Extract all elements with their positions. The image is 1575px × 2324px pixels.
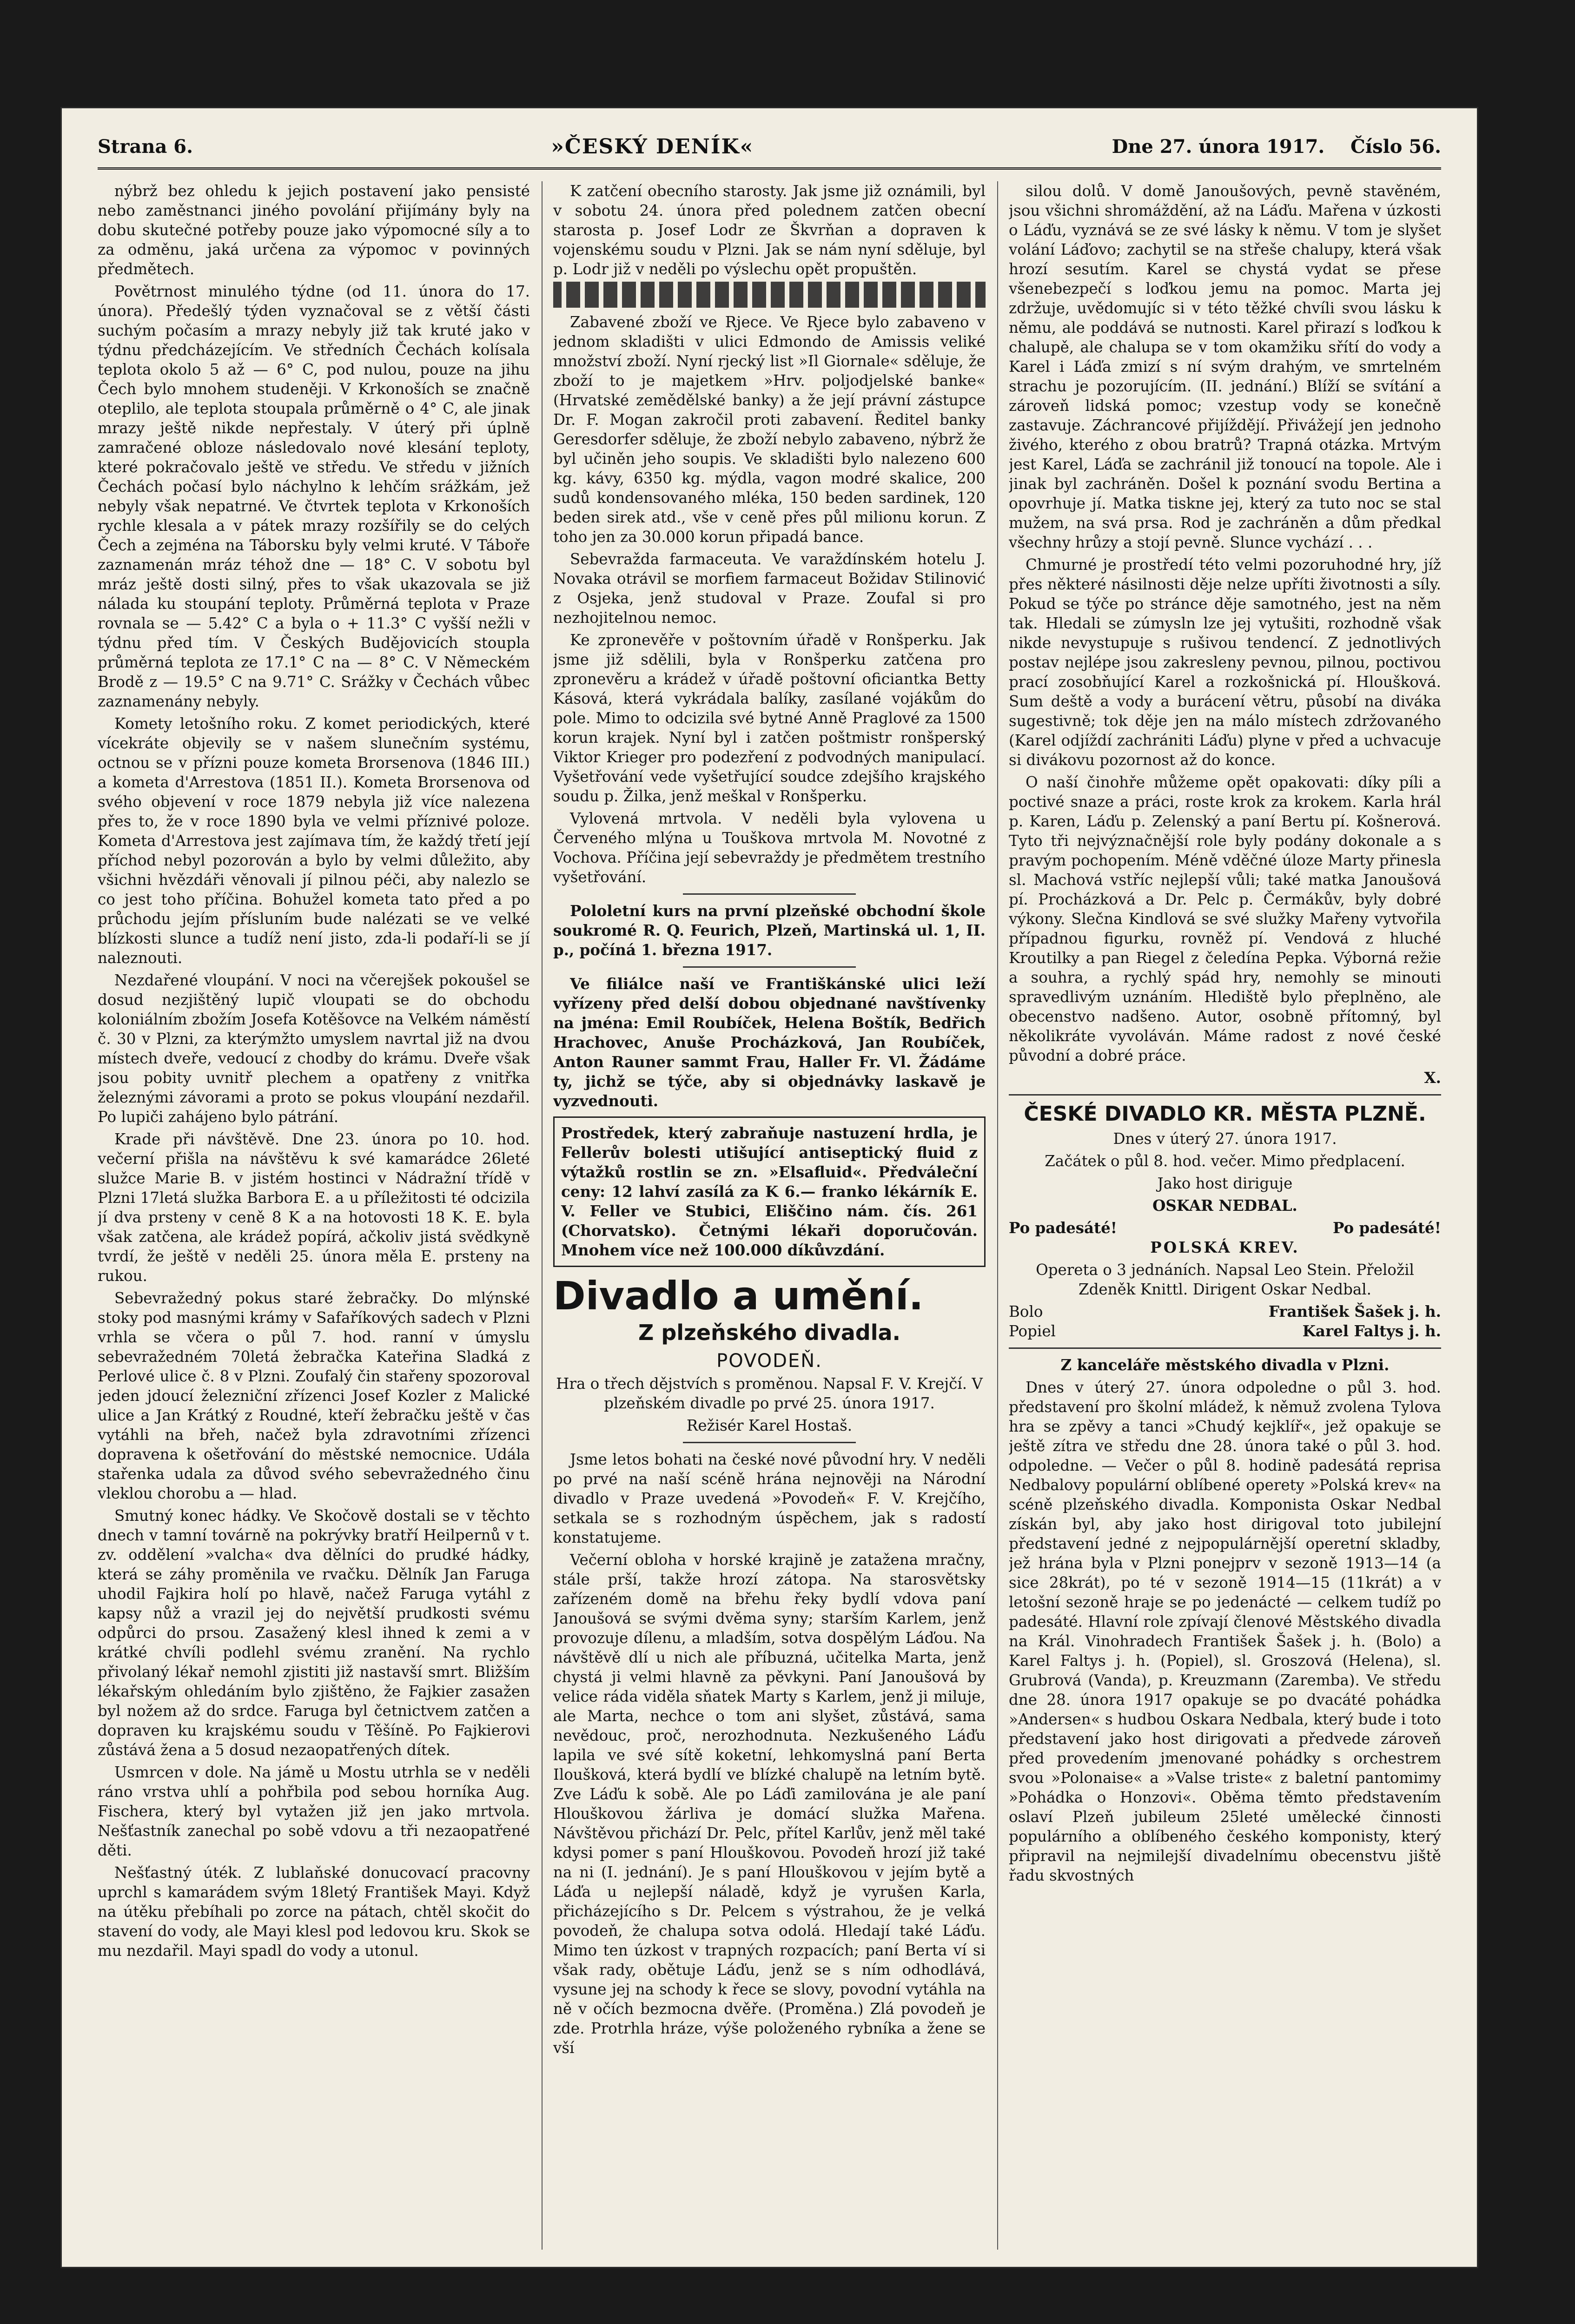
section-title: Divadlo a umění. (553, 1273, 924, 1319)
review-paragraph: Jsme letos bohati na české nové původní hry. V neděli po prvé na naší scéně hrána nejnověji na Národní divadlo v Praze uvedená »Povodeň« F. V. Krejčího, setkala se s rozhodným úspěchem, jak s radostí konstatujeme. (553, 1451, 986, 1546)
cast-role: Popiel (1009, 1322, 1056, 1340)
column-rule (997, 181, 998, 2250)
divider (683, 893, 856, 895)
cast-role: Bolo (1009, 1303, 1043, 1320)
article: Nešťastný úték. Z lublaňské donucovací pracovny uprchl s kamarádem svým 18letý František Mayi. Když na útěku přebíhali po zorce na pátach, chtěl skočit do stavení do vody, ale Mayi klesl pod ledovou kru. Skok se mu nezdařil. Mayi spadl do vody a utonul. (98, 1864, 530, 1960)
jubilee-right: Po padesáté! (1332, 1219, 1441, 1237)
review-paragraph: Chmurné je prostředí této velmi pozoruhodné hry, jíž přes některé násilnosti děje nelze upříti životnosti a síly. Pokud se týče po stránce děje samotného, jest na něm tak. Hledali se zúmysln lze jej vytušiti, rozhodně však nikde nevystupuje s rušivou tendencí. Z jednotlivých postav nejlépe jsou zakresleny pevnou, pilnou, poctivou prací zosobňující Karel a rozkošnická pí. Hloušková. Sum deště a vody a burácení větru, působí na diváka sugestivně; tok děje jen na málo místech zdržovaného (Karel odjíždí zachrániti Láďu) plyne v před a uchvacuje si divákovu pozornost až do konce. (1009, 556, 1441, 769)
jubilee-left: Po padesáté! (1009, 1219, 1118, 1237)
cast-actor: František Šašek j. h. (1268, 1302, 1441, 1320)
divider (683, 1442, 856, 1443)
newspaper-title: »ČESKÝ DENÍK« (551, 134, 754, 158)
jubilee-row (1009, 1218, 1441, 1238)
play-director: Režisér Karel Hostaš. (686, 1417, 853, 1434)
theater-conductor: OSKAR NEDBAL. (1152, 1196, 1297, 1215)
operetta-description: Opereta o 3 jednáních. Napsal Leo Stein. Přeložil Zdeněk Knittl. Dirigent Oskar Nedbal. (1036, 1261, 1414, 1298)
newspaper-page (60, 107, 1478, 2268)
page-number: Strana 6. (98, 135, 193, 158)
column-1 (98, 181, 530, 2250)
theater-heading: ČESKÉ DIVADLO KR. MĚSTA PLZNĚ. (1024, 1102, 1426, 1126)
review-paragraph: Večerní obloha v horské krajině je zatažena mračny, stále prší, takže hrozí zátopa. Na starosvětsky zařízeném domě na břehu řeky bydlí vdova paní Janoušová se svými dvěma syny; starším Karlem, jenž provozuje dílenu, a mladším, sotva dospělým Láďou. Na návštěvě dlí u nich ale příbuzná, učitelka Marta, jenž chystá ji velmi hlavně za pěvkyni. Paní Janoušová by velice ráda viděla sňatek Marty s Karlem, jenž ji miluje, ale Marta, nechce o tom ani slyšet, zůstává, sama nevědouc, proč, nerozhodnuta. Nezkušeného Láďu lapila ve své sítě koketní, lehkomyslná paní Berta Iloušková, která bydlí ve blízké chalupě na letním bytě. Zve Láďu k sobě. Ale po Láďi zamilována je ale paní Hlouškovou žárliva je domácí služka Mařena. Návštěvou přichází Dr. Pelc, přítel Karlův, jenž měl také kdysi pomer s paní Hlouškovou. Povodeň hrozí již také na ni (I. jednání). Je s paní Hlouškovou v jejím bytě a Láďa u nejlepší náladě, když je vyrušen Karla, přicházejícího s Dr. Pelcem s výstrahou, že je velká povodeň, že chalupa sotva odolá. Hledají také Láďu. Mimo ten úzkost v trapných rozpacích; paní Berta ví si však rady, obětuje Láďu, jenž se s ním odhodlává, vysune jej na schody k řece se slovy, povodní vytáhla na ně v očích bezmocna dvěře. (Proměna.) Zlá povodeň je zde. Protrhla hráze, výše položeného rybníka a žene se vší (553, 1551, 986, 2057)
article: Sebevražda farmaceuta. Ve varaždínském hotelu J. Novaka otrávil se morfiem farmaceut Božidav Stilinović z Osjeka, jenž studoval v Praze. Zoufal si pro nezhojitelnou nemoc. (553, 550, 986, 627)
section-subtitle: Z plzeňského divadla. (638, 1320, 901, 1345)
article: Smutný konec hádky. Ve Skočově dostali se v těchto dnech v tamní továrně na pokrývky bratří Heilpernů v t. zv. oddělení »valcha« dva dělníci do prudké hádky, která se záhy proměnila ve rvačku. Dělník Jan Faruga uhodil Fajkira holí po hlavě, načež Faruga vytáhl z kapsy nůž a vrazil jej do největší prudkosti svému odpůrci do prsou. Zasažený klesl ihned k zemi a v krátké chvíli podlehl svému zranění. Na rychlo přivolaný lékař nemohl zjistiti již nastavší smrt. Bližším lékařským ohledáním bylo zjištěno, že Fajkier zasažen byl nožem až do srdce. Faruga byl četnictvem zatčen a dopraven ku krajskému soudu v Těšíně. Po Fajkierovi zůstává žena a 5 dosud nezaopatřených dítek. (98, 1507, 530, 1759)
article: Zabavené zboží ve Rjece. Ve Rjece bylo zabaveno v jednom skladišti v ulici Edmondo de Amissis veliké množství zboží. Nyní rjecký list »Il Giornale« sděluje, že zboží to je majetkem »Hrv. poljodjelské banke« (Hrvatské zemědělské banky) a že její právní zástupce Dr. F. Mogan zakročil proti zabavení. Ředitel banky Geresdorfer sděluje, že zboží nebylo zabaveno, nýbrž že byl učiněn jeho soupis. Ve skladišti bylo nalezeno 600 kg. kávy, 6350 kg. mýdla, vagon modré skalice, 200 sudů kondensovaného mléka, 150 beden sardinek, 120 beden sirek atd., vše v ceně přes půl milionu korun. Z toho jen za 30.000 korun připadá bance. (553, 313, 986, 546)
article: nýbrž bez ohledu k jejich postavení jako pensisté nebo zaměstnanci jiného povolání přijímány byly na dobu skutečné potřeby pouze jako výpomocné síly a to za odměnu, jaká určena za výpomoc v povinných předmětech. (98, 182, 530, 278)
cast-row (1009, 1302, 1441, 1321)
article: Povětrnost minulého týdne (od 11. února do 17. února). Předešlý týden vyznačoval se z větší části suchým počasím a mrazy nebyly již tak kruté jako v týdnu předcházejícím. Ve středních Čechách kolísala teplota okolo 5 až — 6° C, pod nulou, pouze na jihu Čech bylo mnohem studeněji. V Krkonoších se značně oteplilo, ale teplota stoupala průměrně o 4° C, ale jinak mrazy ještě nikde nepřestaly. V úterý při úplně zamračené obloze následovalo nové klesání teploty, které pokračovalo ještě ve středu. Ve středu v jižních Čechách počasí bylo náchylno k lehčím srážkám, jež nebyly však nepatrné. Ve čtvrtek teplota v Krkonoších rychle klesala a v pátek mrazy rozšířily se do celých Čech a zejména na Táborsku byly velmi kruté. V Táboře zaznamenán mráz téhož dne — 18° C. V sobotu byl mráz ještě dosti silný, přes to však ukazovala se již nálada ku stoupání teploty. Průměrná teplota v Praze rovnala se — 5.42° C a byla o + 11.3° C vyšší nežli v týdnu před tím. V Českých Budějovicích stoupla průměrná teplota ze 17.1° C na — 8° C. V Německém Brodě z — 19.5° C na 9.71° C. Srážky v Čechách vůbec zaznamenány nebyly. (98, 283, 530, 710)
issue-date: Dne 27. února 1917. (1112, 135, 1325, 158)
theater-start: Začátek o půl 8. hod. večer. Mimo předplacení. (1045, 1152, 1405, 1170)
cast-row (1009, 1321, 1441, 1341)
operetta-title: POLSKÁ KREV. (1150, 1238, 1300, 1256)
column-rule (542, 181, 543, 2250)
article: K zatčení obecního starosty. Jak jsme již oznámili, byl v sobotu 24. února před polednem zatčen obecní starosta p. Josef Lodr ze Škvrňan a dopraven k vojenskému soudu v Plzni. Jak se nám nyní sděluje, byl p. Lodr již v neděli po výslechu opět propuštěn. (553, 182, 986, 278)
office-notice: Dnes v úterý 27. února odpoledne o půl 3. hod. představení pro školní mládež, k němuž zvolena Tylova hra se zpěvy a tanci »Chudý kejklíř«, jež opakuje se ještě zítra ve středu dne 28. února také o půl 3. hod. odpoledne. — Večer o půl 8. hodině padesátá reprisa Nedbalovy populární oblíbené operety »Polská krev« na scéně plzeňského divadla. Komponista Oskar Nedbal získán byl, aby jako host dirigoval toto jubilejní představení jedné z nejpopulárnější operetní skladby, jež hrána byla v Plzni ponejprv v sezoně 1913—14 (a sice 28krát), po té v sezoně 1914—15 (11krát) a v letošní sezoně hraje se po jedenácté — celkem tudíž po padesáté. Hlavní role zpívají členové Městského divadla na Král. Vinohradech František Šašek j. h. (Bolo) a Karel Faltys j. h. (Popiel), sl. Groszová (Helena), sl. Grubrová (Vanda), p. Kreuzmann (Zaremba). Ve středu dne 28. února 1917 opakuje se po dvacáté pohádka »Andersen« s hudbou Oskara Nedbala, který bude i toto představení jako host dirigovati a předvede zároveň před provedením jmenované pohádky s orchestrem svou »Polonaise« a »Valse triste« z baletní pantomimy »Pohádka o Honzovi«. Oběma těmto představením oslaví Plzeň jubileum 25leté umělecké činnosti populárního a oblíbeného českého komponisty, který připravil na nejmilejší divadelnímu obecenstvu jiště řadu skvostných (1009, 1379, 1441, 1884)
theater-guest: Jako host diriguje (1157, 1175, 1293, 1192)
article: Vylovená mrtvola. V neděli byla vylovena u Červeného mlýna u Touškova mrtvola M. Novotné z Vochova. Příčina její sebevraždy je předmětem trestního vyšetřování. (553, 810, 986, 886)
play-info: Hra o třech dějstvích s proměnou. Napsal F. V. Krejčí. V plzeňském divadle po prvé 25. února 1917. (556, 1375, 983, 1412)
review-paragraph: O naší činohře můžeme opět opakovati: díky píli a poctivé snaze a práci, roste krok za krokem. Karla hrál p. Karen, Láďu p. Zelenský a paní Bertu pí. Košnerová. Tyto tři nejvýznačnější role byly podány dokonale a s pravým pochopením. Méně vděčné úloze Marty přinesla sl. Machová vstříc nejlepší vůli; také matka Janoušová pí. Procházková a Dr. Pelc p. Čermákův, byly dobré výkony. Slečna Kindlová se své služky Mařeny vytvořila případnou figurku, rovněž pí. Vendová z hluché Kroutilky a pan Riegel z čeledína Pepka. Výborná režie a souhra, a rychlý spád hry, nemohly se minouti spravedlivým uznáním. Hlediště bylo přeplněno, ale obecenstvo nadšeno. Autor, osobně přítomný, byl několikráte vyvoláván. Máme radost z nové české původní a dobré práce. (1009, 773, 1441, 1064)
play-title: POVODEŇ. (716, 1350, 822, 1372)
article: Ke zpronevěře v poštovním úřadě v Ronšperku. Jak jsme již sdělili, byla v Ronšperku zatčena pro zpronevěru a krádež v úřadě poštovní oficiantka Betty Kásová, která vykrádala balíky, zasílané vojákům do pole. Mimo to odcizila své bytné Anně Praglové za 1500 korun krajek. Nyní byl i zatčen poštmistr ronšperský Viktor Krieger pro podezření z podvodných manipulací. Vyšetřování vede vyšetřující soudce zdejšího krajského soudu p. Žilka, jenž meškal v Ronšperku. (553, 631, 986, 805)
column-3 (1009, 181, 1441, 2250)
article: Usmrcen v dole. Na jámě u Mostu utrhla se v neděli ráno vrstva uhlí a pohřbila pod sebou horníka Aug. Fischera, který byl vytažen již jen jako mrtvola. Nešťastník zanechal po sobě vdovu a tři nezaopatřené děti. (98, 1763, 530, 1859)
advertisement: Pololetní kurs na první plzeňské obchodní škole soukromé R. Q. Feurich, Plzeň, Martinská ul. 1, II. p., počíná 1. března 1917. (553, 902, 986, 959)
article: Sebevražedný pokus staré žebračky. Do mlýnské stoky pod masnými krámy v Safaříkových sadech v Plzni vrhla se včera o půl 7. hod. ranní v úmyslu sebevražedném 70letá žebračka Kateřina Sladká z Perlové ulice č. 8 v Plzni. Zoufalý čin stařeny spozoroval jeden jdoucí železniční zřízenci Josef Kozler z Malické ulice a Jan Krátký z Roudné, kteří žebračku ještě v čas vytáhli na břeh, načež byla zdravotními zřízenci dopravena k ošetřování do městské nemocnice. Udála stařenka udala za důvod svého sebevražedného činu vleklou chorobu a — hlad. (98, 1289, 530, 1502)
office-heading: Z kanceláře městského divadla v Plzni. (1060, 1356, 1390, 1374)
advertisement-box: Prostředek, který zabraňuje nastuzení hrdla, je Fellerův bolesti utišující antiseptický fluid z výtažků rostlin se zn. »Elsafluid«. Předváleční ceny: 12 lahví zasílá za K 6.— franko lékárník E. V. Feller ve Stubici, Eliščino nám. čís. 261 (Chorvatsko). Četnými lékaři doporučován. Mnohem více než 100.000 díkůvzdání. (553, 1116, 986, 1267)
review-paragraph: silou dolů. V domě Janoušových, pevně stavěném, jsou všichni shromáždění, až na Láďu. Mařena v úzkosti o Láďu, vyznává se ze své lásky k němu. V tom je slyšet volání Láďovo; zachytil se na střeše chalupy, která však hrozí sesutím. Karel se chystá vydat se přese všenebezpečí s loďkou jemu na pomoc. Marta jej zdržuje, uvědomujíc si v této těžké chvíli svou lásku k němu, ale poddává se nutnosti. Karel přirazí s loďkou k chalupě, ale chalupa se v tom okamžiku sřítí do vody a Karel i Láďa zmizí s ní svým drahým, ve smrtelném strachu je pozorujícím. (II. jednání.) Blíží se svítání a zároveň lidská pomoc; vzestup vody se konečně zastavuje. Záchrancové přijíždějí. Přivážejí jen jednoho živého, kterého z obou bratrů? Trapná otázka. Mrtvým jest Karel, Láďa se zachránil již tonoucí na topole. Ale i jinak byl zachráněn. Došel k poznání svodu Bertina a opovrhuje jí. Matka tiskne jej, který za tuto noc se stal mužem, na svá prsa. Rod je zachráněn a dům předkal všechny hrůzy a stojí pevně. Slunce vychází . . . (1009, 182, 1441, 551)
divider (683, 966, 856, 968)
article: Krade při návštěvě. Dne 23. února po 10. hod. večerní přišla na návštěvu k své kamarádce 26leté služce Marie B. v jistém hostinci v Nádražní třídě v Plzni 17letá služka Barbora E. a u příležitosti té odcizila jí dva prsteny v ceně 8 K a na hotovosti 18 K. E. byla však zatčena, ale krádež popírá, ačkoliv jistá svědkyně tvrdí, že ještě v neděli 25. února měla E. prsteny na rukou. (98, 1130, 530, 1285)
issue-number: Číslo 56. (1350, 135, 1441, 158)
article: Nezdařené vloupání. V noci na včerejšek pokoušel se dosud nezjištěný lupič vloupati se do obchodu koloniálním zbožím Josefa Kotěšovce na Velkém náměstí č. 30 v Plzni, za kterýmžto umyslem navrtal již na dvou místech dveře, vedoucí z chodby do krámu. Dveře však jsou pobity uvnitř plechem a opatřeny z vnitřka železnými závorami a proto se pokus vloupání nezdařil. Po lupiči zahájeno bylo pátrání. (98, 971, 530, 1126)
print-smudge (553, 282, 986, 308)
column-2 (553, 181, 986, 2250)
divider (1009, 1094, 1441, 1096)
notice: Ve filiálce naší ve Františkánské ulici leží vyřízeny před delší dobou objednané navštívenky na jména: Emil Roubíček, Helena Boštík, Bedřich Hrachovec, Anuše Procházková, Jan Roubíček, Anton Rauner sammt Frau, Haller Fr. Vl. Žádáme ty, jichž se týče, aby si objednávky laskavě je vyzvednouti. (553, 975, 986, 1110)
review-signature: X. (1424, 1069, 1441, 1087)
theater-date: Dnes v úterý 27. února 1917. (1113, 1130, 1337, 1148)
cast-actor: Karel Faltys j. h. (1302, 1322, 1441, 1340)
divider (1009, 1347, 1441, 1349)
page-header (98, 125, 1441, 170)
article: Komety letošního roku. Z komet periodických, které vícekráte objevily se v našem slunečním systému, octnou se v přízni pouze kometa Brorsenova (1846 III.) a kometa d'Arrestova (1851 II.). Kometa Brorsenova od svého objevení v roce 1879 nebyla již více nalezena přes to, že v roce 1890 byla ve velmi příznivé poloze. Kometa d'Arrestova jest zajímava tím, že každý třetí její příchod nebyl pozorován a bylo by velmi důležito, aby všichni hvězdáři věnovali jí pilnou péči, aby nalezlo se co jest toho příčina. Bohužel kometa tato před a po průchodu jejím přísluním bude nalézati se ve velké blízkosti slunce a tudíž není jisto, zda-li podaří-li se jí naleznouti. (98, 715, 530, 967)
